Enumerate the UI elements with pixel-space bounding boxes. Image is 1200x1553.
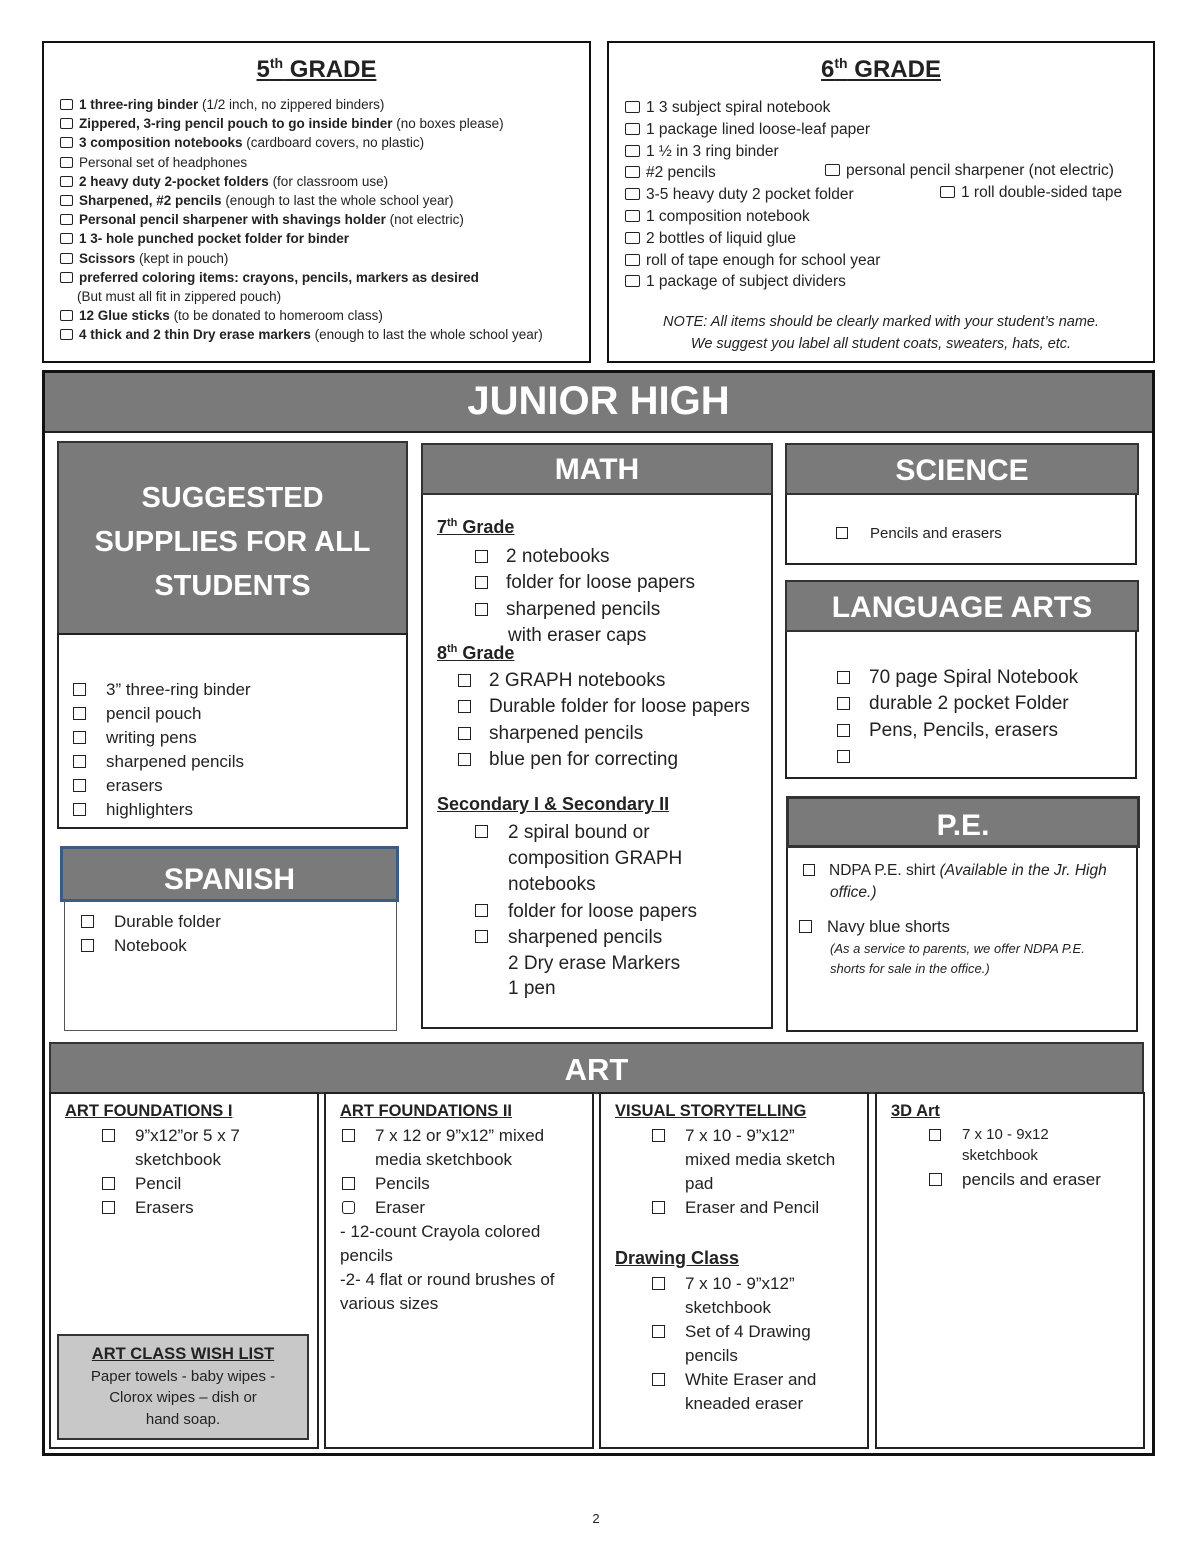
list-item: 2 bottles of liquid glue (625, 228, 880, 250)
list-item: Pencil (102, 1172, 240, 1196)
list-item: sharpened pencils (475, 597, 695, 623)
checkbox-icon[interactable] (625, 123, 640, 135)
checkbox-icon[interactable] (73, 731, 86, 744)
list-item: 2 heavy duty 2-pocket folders (for classroom use) (60, 172, 543, 191)
checkbox-icon[interactable] (60, 99, 73, 110)
checkbox-icon[interactable] (60, 310, 73, 321)
checkbox-icon[interactable] (60, 329, 73, 340)
list-item: Durable folder for loose papers (458, 694, 750, 720)
list-item (837, 744, 1078, 770)
checkbox-icon[interactable] (60, 118, 73, 129)
list-item: highlighters (73, 798, 251, 822)
list-item: 7 x 12 or 9”x12” mixed media sketchbook (342, 1124, 544, 1172)
math-secondary-extra: 2 Dry erase Markers 1 pen (508, 953, 681, 999)
sixth-grade-note: NOTE: All items should be clearly marked with your student’s name. We suggest you label all student coats, sweaters, hats, etc. (663, 314, 1099, 352)
art-foundations-2-list (342, 1124, 544, 1220)
list-item: 9”x12”or 5 x 7 sketchbook (102, 1124, 240, 1172)
checkbox-icon[interactable] (836, 527, 848, 539)
suggested-supplies-title: SUGGESTED SUPPLIES FOR ALL STUDENTS (57, 441, 408, 635)
list-item: Eraser and Pencil (652, 1196, 835, 1220)
fifth-grade-title: 5th GRADE (256, 55, 377, 83)
list-item: 2 GRAPH notebooks (458, 668, 750, 694)
checkbox-icon[interactable] (837, 697, 850, 710)
checkbox-icon[interactable] (81, 915, 94, 928)
checkbox-icon[interactable] (458, 674, 471, 687)
list-note: (But must all fit in zippered pouch) (77, 289, 282, 305)
art-foundations-1-heading: ART FOUNDATIONS I (65, 1102, 233, 1120)
list-item: 3 composition notebooks (cardboard covers, no plastic) (60, 133, 543, 152)
list-item: 1 composition notebook (625, 206, 880, 228)
drawing-class-heading: Drawing Class (615, 1248, 740, 1268)
checkbox-icon[interactable] (73, 779, 86, 792)
checkbox-icon[interactable] (342, 1177, 355, 1190)
checkbox-icon[interactable] (458, 753, 471, 766)
pe-title: P.E. (786, 796, 1140, 848)
list-item: Pencils (342, 1172, 544, 1196)
list-item: 12 Glue sticks (to be donated to homeroom class) (60, 306, 543, 325)
list-item: 1 3 subject spiral notebook (625, 97, 880, 119)
math-7th-list (475, 544, 695, 649)
checkbox-icon[interactable] (929, 1173, 942, 1186)
checkbox-icon[interactable] (837, 750, 850, 763)
checkbox-icon[interactable] (475, 904, 488, 917)
math-8th-grade-heading: 8th Grade (437, 643, 515, 663)
checkbox-icon[interactable] (652, 1277, 665, 1290)
list-item: sharpened pencils (458, 721, 750, 747)
checkbox-icon[interactable] (652, 1201, 665, 1214)
math-title: MATH (421, 443, 773, 495)
list-item: durable 2 pocket Folder (837, 691, 1078, 717)
list-item: Notebook (81, 934, 221, 958)
list-item: folder for loose papers (475, 899, 697, 925)
art-title: ART (49, 1042, 1144, 1094)
checkbox-icon[interactable] (60, 195, 73, 206)
pe-item-shorts: Navy blue shorts (As a service to parents, we offer NDPA P.E. shorts for sale in the office.) (799, 915, 1085, 979)
list-item: folder for loose papers (475, 570, 695, 596)
list-item: Erasers (102, 1196, 240, 1220)
art-wish-list: ART CLASS WISH LIST Paper towels - baby wipes - Clorox wipes – dish or hand soap. (57, 1334, 309, 1440)
pe-item-shirt: NDPA P.E. shirt (Available in the Jr. High office.) (803, 860, 1107, 904)
checkbox-icon[interactable] (73, 803, 86, 816)
checkbox-icon[interactable] (625, 254, 640, 266)
checkbox-icon[interactable] (625, 232, 640, 244)
checkbox-icon[interactable] (652, 1373, 665, 1386)
3d-art-list (929, 1124, 1101, 1192)
list-item: 1 three-ring binder (1/2 inch, no zippered binders) (60, 95, 543, 114)
art-foundations-1-list (102, 1124, 240, 1220)
list-item: Personal pencil sharpener with shavings holder (not electric) (60, 210, 543, 229)
list-item: 7 x 10 - 9”x12” sketchbook (652, 1272, 816, 1320)
list-item: roll of tape enough for school year (625, 250, 880, 272)
list-item: Personal set of headphones (60, 153, 543, 172)
art-foundations-2-extra: - 12-count Crayola colored pencils -2- 4 flat or round brushes of various sizes (340, 1222, 555, 1313)
checkbox-icon[interactable] (60, 253, 73, 264)
science-title: SCIENCE (785, 443, 1139, 495)
list-item: sharpened pencils (73, 750, 251, 774)
visual-storytelling-list (652, 1124, 835, 1220)
visual-storytelling-heading: VISUAL STORYTELLING (615, 1102, 807, 1120)
list-item: 2 notebooks (475, 544, 695, 570)
list-item: 1 package lined loose-leaf paper (625, 119, 880, 141)
3d-art-heading: 3D Art (891, 1102, 940, 1120)
checkbox-icon[interactable] (625, 166, 640, 178)
drawing-class-list (652, 1272, 816, 1416)
junior-high-title: JUNIOR HIGH (45, 373, 1152, 433)
checkbox-icon[interactable] (837, 724, 850, 737)
list-item: Scissors (kept in pouch) (60, 249, 543, 268)
list-item: Pens, Pencils, erasers (837, 718, 1078, 744)
checkbox-icon[interactable] (342, 1129, 355, 1142)
list-item: blue pen for correcting (458, 747, 750, 773)
list-item: with eraser caps (508, 624, 647, 646)
list-item: 1 ½ in 3 ring binder (625, 141, 880, 163)
sixth-grade-extra-sharpener: personal pencil sharpener (not electric) (825, 162, 1114, 180)
checkbox-icon[interactable] (73, 755, 86, 768)
list-item: 3-5 heavy duty 2 pocket folder (625, 184, 880, 206)
list-item: Pencils and erasers (836, 524, 1002, 544)
list-item: 1 3- hole punched pocket folder for binder (60, 229, 543, 248)
math-secondary-list (475, 820, 697, 1001)
list-item: writing pens (73, 726, 251, 750)
checkbox-icon[interactable] (458, 700, 471, 713)
checkbox-icon[interactable] (799, 920, 812, 933)
checkbox-icon[interactable] (60, 214, 73, 225)
art-foundations-2-heading: ART FOUNDATIONS II (340, 1102, 513, 1120)
checkbox-icon[interactable] (929, 1129, 941, 1141)
list-item: Eraser (342, 1196, 544, 1220)
list-item: 4 thick and 2 thin Dry erase markers (enough to last the whole school year) (60, 325, 543, 344)
sixth-grade-list (625, 97, 880, 293)
checkbox-icon[interactable] (102, 1129, 115, 1142)
list-item: 7 x 10 - 9x12 sketchbook (929, 1124, 1101, 1166)
checkbox-icon[interactable] (625, 210, 640, 222)
checkbox-icon[interactable] (60, 157, 73, 168)
checkbox-icon[interactable] (625, 275, 640, 287)
checkbox-icon[interactable] (625, 145, 640, 157)
checkbox-icon[interactable] (102, 1201, 115, 1214)
checkbox-icon[interactable] (73, 683, 86, 696)
math-secondary-heading: Secondary I & Secondary II (437, 794, 670, 814)
checkbox-icon[interactable] (102, 1177, 115, 1190)
checkbox-icon[interactable] (625, 101, 640, 113)
list-item: Durable folder (81, 910, 221, 934)
checkbox-icon[interactable] (652, 1325, 665, 1338)
math-8th-list (458, 668, 750, 773)
checkbox-icon[interactable] (837, 671, 850, 684)
spanish-list (81, 910, 221, 958)
math-7th-grade-heading: 7th Grade (437, 517, 515, 537)
sixth-grade-title: 6th GRADE (821, 55, 941, 83)
list-item: Zippered, 3-ring pencil pouch to go inside binder (no boxes please) (60, 114, 543, 133)
page-number: 2 (592, 1511, 600, 1526)
list-item: 7 x 10 - 9”x12” mixed media sketch pad (652, 1124, 835, 1196)
checkbox-icon[interactable] (652, 1129, 665, 1142)
checkbox-icon[interactable] (475, 576, 488, 589)
list-item: 3” three-ring binder (73, 678, 251, 702)
checkbox-icon[interactable] (475, 825, 488, 838)
list-item: Sharpened, #2 pencils (enough to last the whole school year) (60, 191, 543, 210)
checkbox-icon[interactable] (342, 1201, 355, 1214)
fifth-grade-panel (42, 41, 591, 363)
checkbox-icon[interactable] (475, 603, 488, 616)
list-item: 70 page Spiral Notebook (837, 665, 1078, 691)
checkbox-icon[interactable] (625, 188, 640, 200)
checkbox-icon[interactable] (60, 137, 73, 148)
checkbox-icon[interactable] (81, 939, 94, 952)
spanish-title: SPANISH (60, 846, 399, 902)
list-item: erasers (73, 774, 251, 798)
checkbox-icon[interactable] (475, 930, 488, 943)
list-item: #2 pencils (625, 162, 880, 184)
checkbox-icon[interactable] (60, 233, 73, 244)
language-arts-title: LANGUAGE ARTS (785, 580, 1139, 632)
list-item: 2 spiral bound or composition GRAPH notebooks (475, 820, 697, 898)
list-item: 1 package of subject dividers (625, 271, 880, 293)
list-item: sharpened pencils (475, 925, 697, 951)
science-list (836, 524, 1002, 544)
list-item: pencils and eraser (929, 1168, 1101, 1192)
list-item: White Eraser and kneaded eraser (652, 1368, 816, 1416)
list-item: preferred coloring items: crayons, pencils, markers as desired (60, 268, 543, 287)
checkbox-icon[interactable] (940, 186, 955, 198)
checkbox-icon[interactable] (73, 707, 86, 720)
checkbox-icon[interactable] (60, 272, 73, 283)
sixth-grade-extra-tape: 1 roll double-sided tape (940, 184, 1122, 202)
checkbox-icon[interactable] (458, 727, 471, 740)
fifth-grade-list (60, 95, 543, 345)
suggested-supplies-list (73, 678, 251, 822)
checkbox-icon[interactable] (60, 176, 73, 187)
sixth-grade-panel (607, 41, 1155, 363)
language-arts-list (837, 665, 1078, 770)
checkbox-icon[interactable] (475, 550, 488, 563)
list-item: pencil pouch (73, 702, 251, 726)
list-item: Set of 4 Drawing pencils (652, 1320, 816, 1368)
checkbox-icon[interactable] (825, 164, 840, 176)
checkbox-icon[interactable] (803, 864, 815, 876)
